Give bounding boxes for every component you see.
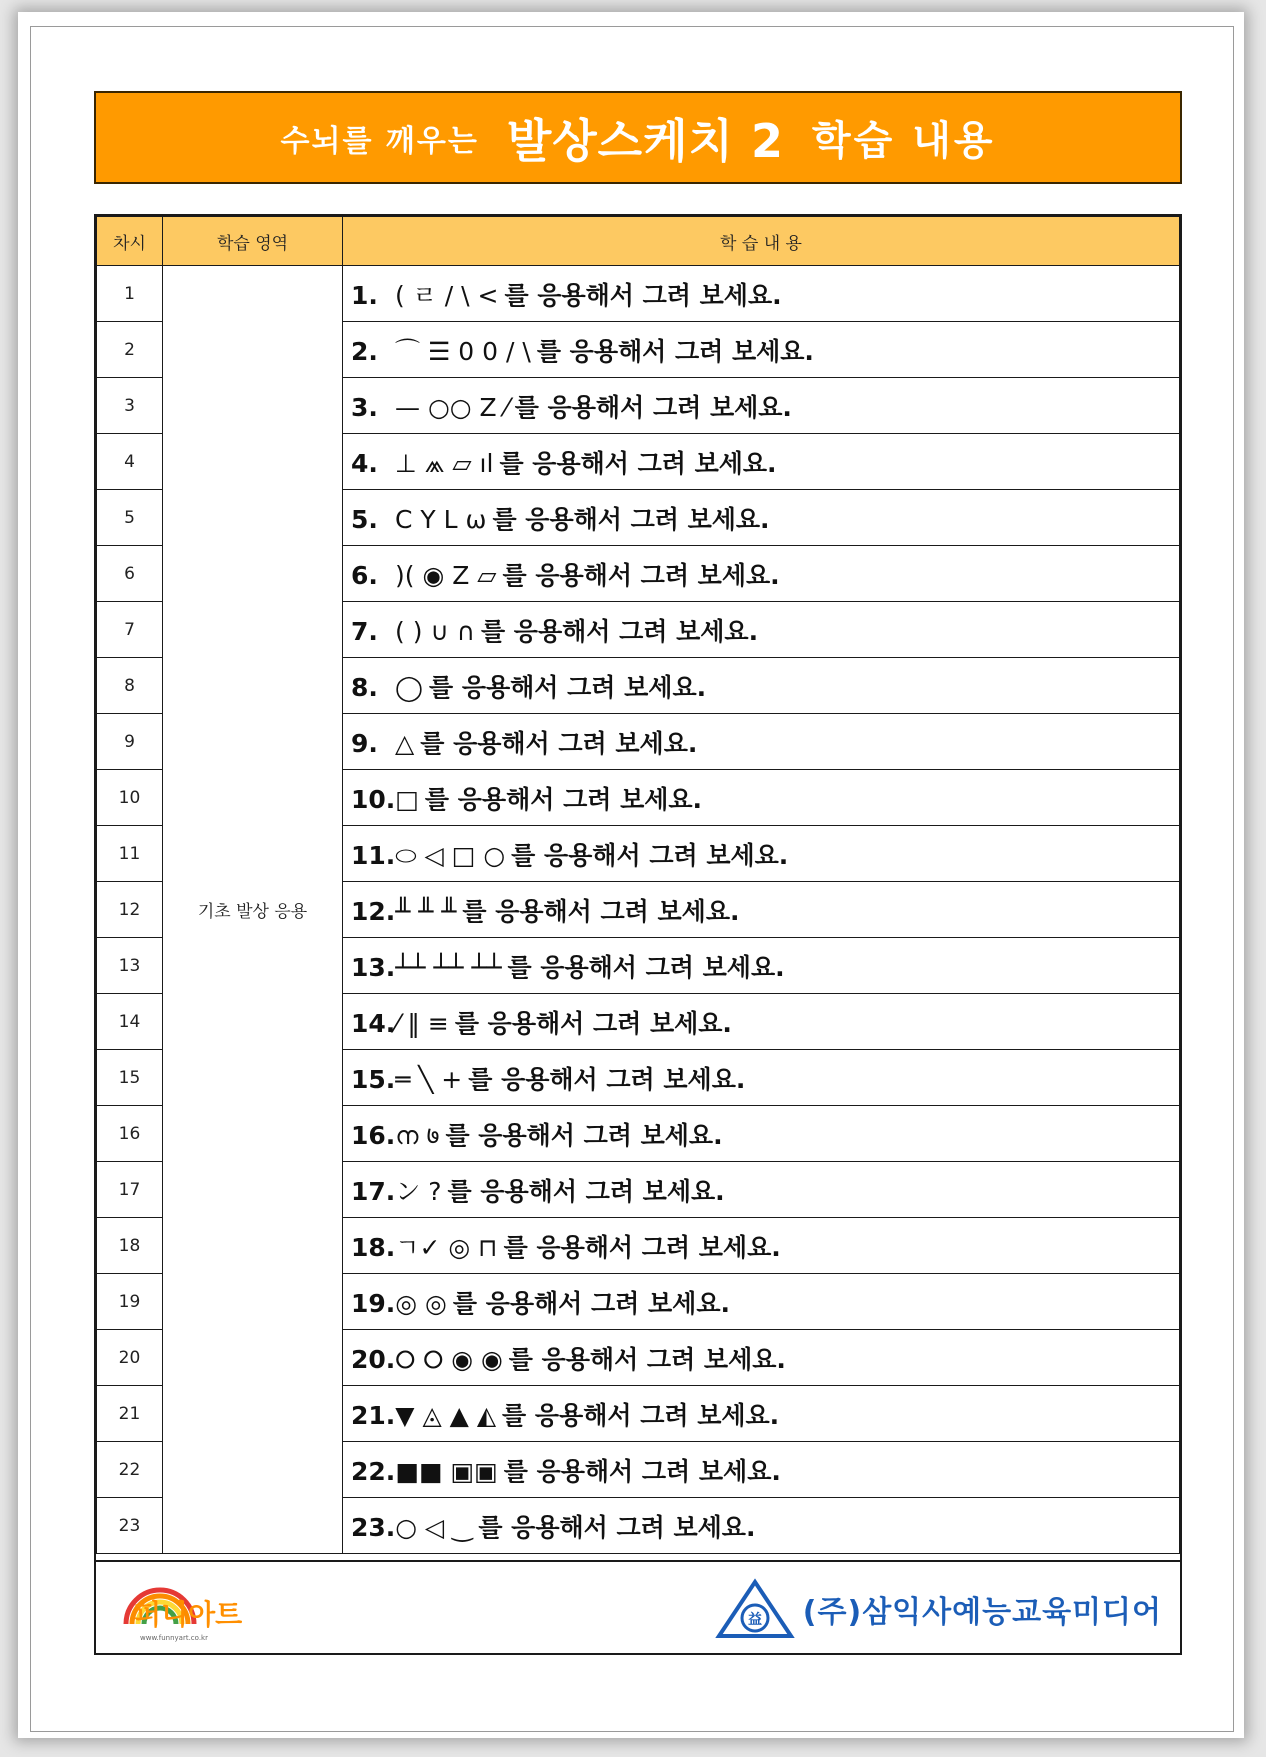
learning-content: [343, 1106, 1180, 1162]
learning-content: [343, 434, 1180, 490]
learning-area: 기초 발상 응용: [163, 266, 343, 1554]
instruction-text: 를 응용해서 그려 보세요.: [502, 1400, 780, 1430]
company-name: (주)삼익사예능교육미디어: [802, 1595, 1162, 1630]
content-number: 3.: [351, 392, 378, 422]
curriculum-table: [94, 214, 1182, 1655]
instruction-text: 를 응용해서 그려 보세요.: [511, 840, 789, 870]
learning-content: [343, 322, 1180, 378]
session-number: 1: [97, 266, 163, 322]
shape-symbols: — ○○ Z ⁄: [395, 392, 509, 422]
learning-content: [343, 1442, 1180, 1498]
instruction-text: 를 응용해서 그려 보세요.: [445, 1120, 723, 1150]
session-number: 12: [97, 882, 163, 938]
learning-content: [343, 490, 1180, 546]
session-number: 8: [97, 658, 163, 714]
content-number: 4.: [351, 448, 378, 478]
title-banner: [94, 91, 1182, 184]
learning-content: [343, 994, 1180, 1050]
instruction-text: 를 응용해서 그려 보세요.: [462, 896, 740, 926]
session-number: 18: [97, 1218, 163, 1274]
learning-content: [343, 266, 1180, 322]
session-number: 21: [97, 1386, 163, 1442]
content-number: 1.: [351, 280, 378, 310]
learning-content: [343, 1498, 1180, 1554]
instruction-text: 를 응용해서 그려 보세요.: [452, 1288, 730, 1318]
shape-symbols: ㄱ✓ ◎ ⊓: [395, 1232, 498, 1262]
session-number: 10: [97, 770, 163, 826]
shape-symbols: ╨ ╨ ╨: [395, 896, 457, 926]
instruction-text: 를 응용해서 그려 보세요.: [428, 672, 707, 702]
shape-symbols: ▼ ◬ ▲ ◭: [395, 1400, 497, 1430]
content-number: 10.: [351, 784, 396, 814]
session-number: 22: [97, 1442, 163, 1498]
session-number: 17: [97, 1162, 163, 1218]
instruction-text: 를 응용해서 그려 보세요.: [503, 1232, 781, 1262]
funnyart-url: www.funnyart.co.kr: [140, 1634, 208, 1642]
content-number: 19.: [351, 1288, 396, 1318]
shape-symbols: )( ◉ Z ▱: [395, 560, 497, 590]
learning-content: [343, 1162, 1180, 1218]
shape-symbols: ○ ◁ ‿: [395, 1512, 473, 1542]
learning-content: [343, 882, 1180, 938]
shape-symbols: ⌒ ☰ 0 0 / \: [395, 336, 531, 366]
learning-content: [343, 602, 1180, 658]
content-number: 7.: [351, 616, 378, 646]
learning-content: [343, 770, 1180, 826]
shape-symbols: ■■ ▣▣: [395, 1456, 498, 1486]
shape-symbols: ┴┴ ┴┴ ┴┴: [395, 952, 502, 982]
shape-symbols: ◎ ◎: [395, 1288, 447, 1318]
learning-content: [343, 378, 1180, 434]
content-number: 13.: [351, 952, 396, 982]
instruction-text: 를 응용해서 그려 보세요.: [504, 280, 782, 310]
table-row: [97, 266, 1180, 322]
header-content: 학 습 내 용: [343, 217, 1180, 266]
shape-symbols: ⭘ ⭘ ◉ ◉: [395, 1344, 503, 1374]
session-number: 16: [97, 1106, 163, 1162]
instruction-text: 를 응용해서 그려 보세요.: [503, 1456, 781, 1486]
content-number: 8.: [351, 672, 378, 702]
instruction-text: 를 응용해서 그려 보세요.: [508, 1344, 786, 1374]
shape-symbols: ═ ╲ +: [395, 1064, 463, 1094]
session-number: 5: [97, 490, 163, 546]
session-number: 7: [97, 602, 163, 658]
instruction-text: 를 응용해서 그려 보세요.: [492, 504, 770, 534]
instruction-text: 를 응용해서 그려 보세요.: [536, 336, 814, 366]
shape-symbols: ന ७: [395, 1120, 440, 1150]
learning-content: [343, 1330, 1180, 1386]
content-number: 2.: [351, 336, 378, 366]
table-body: [97, 266, 1180, 1554]
instruction-text: 를 응용해서 그려 보세요.: [454, 1008, 732, 1038]
session-number: 20: [97, 1330, 163, 1386]
content-number: 21.: [351, 1400, 396, 1430]
content-number: 16.: [351, 1120, 396, 1150]
instruction-text: 를 응용해서 그려 보세요.: [507, 952, 785, 982]
emblem-char: 益: [747, 1612, 762, 1628]
session-number: 4: [97, 434, 163, 490]
content-number: 11.: [351, 840, 396, 870]
session-number: 15: [97, 1050, 163, 1106]
instruction-text: 를 응용해서 그려 보세요.: [424, 784, 703, 814]
shape-symbols: △: [395, 728, 415, 758]
footer: [96, 1560, 1180, 1653]
session-number: 6: [97, 546, 163, 602]
content-number: 5.: [351, 504, 378, 534]
shape-symbols: C Y L ω: [395, 504, 487, 534]
learning-content: [343, 546, 1180, 602]
content-number: 23.: [351, 1512, 396, 1542]
session-number: 13: [97, 938, 163, 994]
session-number: 9: [97, 714, 163, 770]
content-number: 6.: [351, 560, 378, 590]
table-header-row: [97, 217, 1180, 266]
content-number: 18.: [351, 1232, 396, 1262]
content-number: 20.: [351, 1344, 396, 1374]
instruction-text: 를 응용해서 그려 보세요.: [420, 728, 698, 758]
session-number: 3: [97, 378, 163, 434]
funnyart-text: 퍼니아트: [134, 1598, 243, 1631]
header-area: 학습 영역: [163, 217, 343, 266]
session-number: 2: [97, 322, 163, 378]
instruction-text: 를 응용해서 그려 보세요.: [468, 1064, 746, 1094]
session-number: 14: [97, 994, 163, 1050]
learning-content: [343, 938, 1180, 994]
learning-content: [343, 826, 1180, 882]
content-number: 9.: [351, 728, 378, 758]
instruction-text: 를 응용해서 그려 보세요.: [499, 448, 777, 478]
header-session: 차시: [97, 217, 163, 266]
shape-symbols: ン ?: [395, 1176, 442, 1206]
samiksa-logo: [715, 1576, 1162, 1642]
session-number: 19: [97, 1274, 163, 1330]
triangle-emblem-icon: [715, 1578, 795, 1640]
shape-symbols: ( ) ∪ ∩: [395, 616, 475, 646]
shape-symbols: ( ㄹ / \ <: [395, 280, 499, 310]
instruction-text: 를 응용해서 그려 보세요.: [478, 1512, 756, 1542]
funnyart-logo: [118, 1572, 308, 1644]
instruction-text: 를 응용해서 그려 보세요.: [502, 560, 780, 590]
rainbow-icon: [118, 1572, 308, 1644]
content-number: 15.: [351, 1064, 396, 1094]
content-number: 22.: [351, 1456, 396, 1486]
session-number: 23: [97, 1498, 163, 1554]
shape-symbols: ⁄ ‖ ≡: [395, 1008, 449, 1038]
session-number: 11: [97, 826, 163, 882]
shape-symbols: ⬭ ◁ □ ○: [395, 840, 506, 870]
banner-prefix: 수뇌를 깨우는: [280, 123, 479, 159]
learning-content: [343, 1050, 1180, 1106]
instruction-text: 를 응용해서 그려 보세요.: [480, 616, 759, 646]
content-number: 14.: [351, 1008, 396, 1038]
shape-symbols: ⊥ ⩕ ▱ ıl: [395, 448, 494, 478]
shape-symbols: □: [395, 784, 419, 814]
content-number: 17.: [351, 1176, 396, 1206]
learning-content: [343, 1218, 1180, 1274]
table: [96, 216, 1180, 1554]
instruction-text: 를 응용해서 그려 보세요.: [514, 392, 792, 422]
banner-suffix: 학습 내용: [812, 118, 996, 164]
content-number: 12.: [351, 896, 396, 926]
learning-content: [343, 1386, 1180, 1442]
learning-content: [343, 658, 1180, 714]
shape-symbols: ◯: [395, 672, 423, 702]
learning-content: [343, 714, 1180, 770]
banner-title: 발상스케치 2: [506, 113, 785, 168]
learning-content: [343, 1274, 1180, 1330]
instruction-text: 를 응용해서 그려 보세요.: [447, 1176, 725, 1206]
